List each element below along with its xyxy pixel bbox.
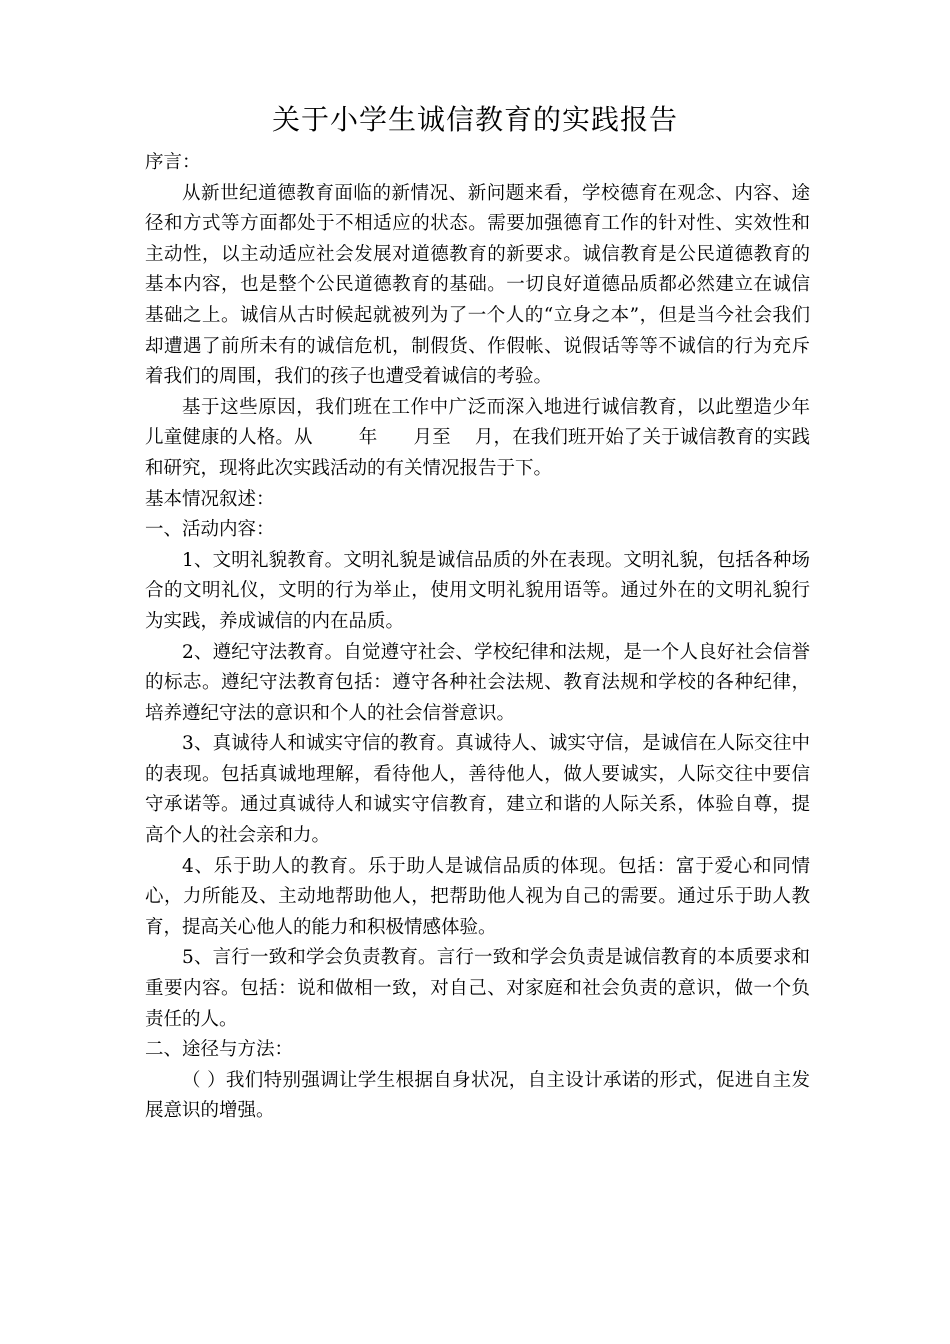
preface-p2-month: 月， [474, 427, 513, 449]
section-2-heading: 二、途径与方法： [145, 1039, 294, 1061]
content-item-4: 4、乐于助人的教育。乐于助人是诚信品质的体现。包括：富于爱心和同情心，力所能及、主动地帮助他人，把帮助他人视为自己的需要。通过乐于助人教育，提高关心他人的能力和积极情感体验。 [145, 855, 810, 938]
preface-paragraph-2 [145, 393, 810, 485]
preface-p2-part1: 基于这些原因，我们班在工作中广泛而深入地进行诚信教育，以此塑造少年儿童健康的人格。从 [145, 396, 810, 449]
preface-heading: 序言： [145, 152, 201, 173]
method-item-1: （ ）我们特别强调让学生根据自身状况，自主设计承诺的形式，促进自主发展意识的增强。 [145, 1069, 810, 1122]
document-body [145, 148, 810, 1127]
content-item-3: 3、真诚待人和诚实守信的教育。真诚待人、诚实守信，是诚信在人际交往中的表现。包括真诚地理解，看待他人，善待他人，做人要诚实，人际交往中要信守承诺等。通过真诚待人和诚实守信教育，建立和谐的人际关系，体验自尊，提高个人的社会亲和力。 [145, 733, 810, 847]
content-item-1: 1、文明礼貌教育。文明礼貌是诚信品质的外在表现。文明礼貌，包括各种场合的文明礼仪，文明的行为举止，使用文明礼貌用语等。通过外在的文明礼貌行为实践，养成诚信的内在品质。 [145, 549, 810, 632]
section-1-heading: 一、活动内容： [145, 519, 275, 541]
basic-heading: 基本情况叙述： [145, 488, 275, 510]
preface-p2-month-to: 月至 [413, 427, 451, 449]
content-item-5: 5、言行一致和学会负责教育。言行一致和学会负责是诚信教育的本质要求和重要内容。包括：说和做相一致，对自己、对家庭和社会负责的意识，做一个负责任的人。 [145, 947, 810, 1030]
preface-p2-part2: 在我们班开始了关于诚信教育的实践和研究，现将此次实践活动的有关情况报告于下。 [145, 427, 810, 479]
document-title: 关于小学生诚信教育的实践报告 [271, 103, 678, 136]
content-item-2: 2、遵纪守法教育。自觉遵守社会、学校纪律和法规，是一个人良好社会信誉的标志。遵纪守法教育包括：遵守各种社会法规、教育法规和学校的各种纪律，培养遵纪守法的意识和个人的社会信誉意识。 [145, 641, 810, 724]
preface-p2-year: 年 [358, 427, 378, 449]
preface-paragraph-1: 从新世纪道德教育面临的新情况、新问题来看，学校德育在观念、内容、途径和方式等方面都处于不相适应的状态。需要加强德育工作的针对性、实效性和主动性，以主动适应社会发展对道德教育的新要求。诚信教育是公民道德教育的基本内容，也是整个公民道德教育的基础。一切良好道德品质都必然建立在诚信基础之上。诚信从古时候起就被列为了一个人的“立身之本”，但是当今社会我们却遭遇了前所未有的诚信危机，制假货、作假帐、说假话等等不诚信的行为充斥着我们的周围，我们的孩子也遭受着诚信的考验。 [145, 182, 810, 388]
